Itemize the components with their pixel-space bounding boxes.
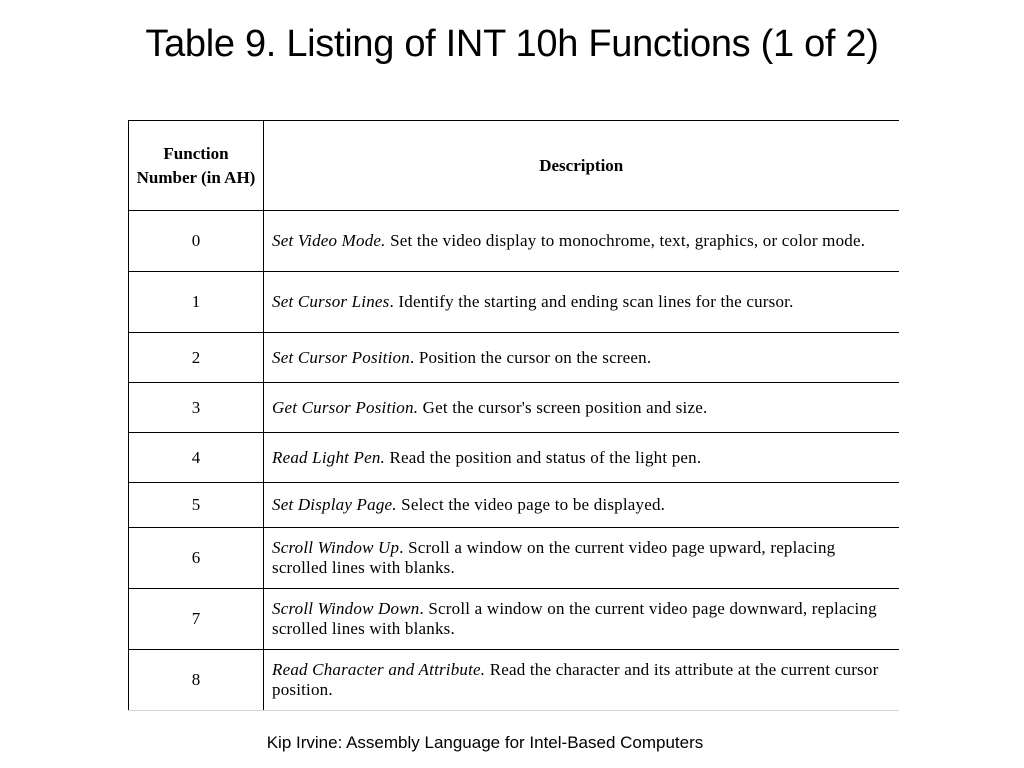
function-number-cell: 6 bbox=[129, 528, 264, 589]
function-description: Set the video display to monochrome, text, graphics, or color mode. bbox=[385, 231, 866, 250]
description-cell bbox=[264, 383, 899, 433]
page-title: Table 9. Listing of INT 10h Functions (1 of 2) bbox=[145, 23, 879, 65]
function-name: Set Cursor Lines bbox=[272, 292, 390, 311]
function-description: . Scroll a window on the current video page upward, replacing scrolled lines with blanks. bbox=[272, 538, 836, 577]
function-number-cell: 8 bbox=[129, 650, 264, 711]
table-row bbox=[129, 483, 899, 528]
function-name: Scroll Window Up bbox=[272, 538, 400, 557]
table-row bbox=[129, 650, 899, 711]
description-cell bbox=[264, 433, 899, 483]
description-cell bbox=[264, 528, 899, 589]
function-number-cell: 5 bbox=[129, 483, 264, 528]
function-number-cell: 0 bbox=[129, 211, 264, 272]
function-description: Get the cursor's screen position and size. bbox=[418, 397, 708, 417]
header-description: Description bbox=[264, 121, 899, 211]
function-description: . Position the cursor on the screen. bbox=[409, 347, 652, 367]
function-name: Set Display Page. bbox=[272, 495, 397, 514]
function-number-cell: 3 bbox=[129, 383, 264, 433]
function-name: Read Light Pen. bbox=[272, 447, 386, 467]
footer-credit: Kip Irvine: Assembly Language for Intel-Based Computers bbox=[266, 733, 704, 752]
int10h-functions-table bbox=[128, 120, 899, 711]
table-row bbox=[129, 528, 899, 589]
function-description: Read the position and status of the light pen. bbox=[385, 447, 702, 467]
table-row bbox=[129, 211, 899, 272]
description-cell bbox=[264, 272, 899, 333]
function-description: Read the character and its attribute at the current cursor position. bbox=[272, 660, 879, 699]
function-description: . Identify the starting and ending scan lines for the cursor. bbox=[389, 292, 794, 311]
description-cell bbox=[264, 333, 899, 383]
function-number-cell: 2 bbox=[129, 333, 264, 383]
function-number-cell: 4 bbox=[129, 433, 264, 483]
function-name: Scroll Window Down bbox=[272, 599, 420, 618]
function-description: Select the video page to be displayed. bbox=[396, 495, 666, 514]
function-name: Set Video Mode. bbox=[272, 231, 386, 250]
function-description: . Scroll a window on the current video page downward, replacing scrolled lines with blanks. bbox=[272, 599, 877, 638]
header-function-number: Function Number (in AH) bbox=[129, 121, 264, 211]
description-cell bbox=[264, 483, 899, 528]
description-cell bbox=[264, 650, 899, 711]
function-number-cell: 1 bbox=[129, 272, 264, 333]
table-header-row bbox=[129, 121, 899, 211]
function-number-cell: 7 bbox=[129, 589, 264, 650]
table-row bbox=[129, 383, 899, 433]
table-row bbox=[129, 272, 899, 333]
function-name: Get Cursor Position. bbox=[272, 397, 419, 417]
table-row bbox=[129, 433, 899, 483]
table-row bbox=[129, 589, 899, 650]
functions-table-container bbox=[128, 120, 898, 711]
description-cell bbox=[264, 211, 899, 272]
function-name: Read Character and Attribute. bbox=[272, 660, 486, 679]
description-cell bbox=[264, 589, 899, 650]
table-row bbox=[129, 333, 899, 383]
function-name: Set Cursor Position bbox=[272, 347, 410, 367]
